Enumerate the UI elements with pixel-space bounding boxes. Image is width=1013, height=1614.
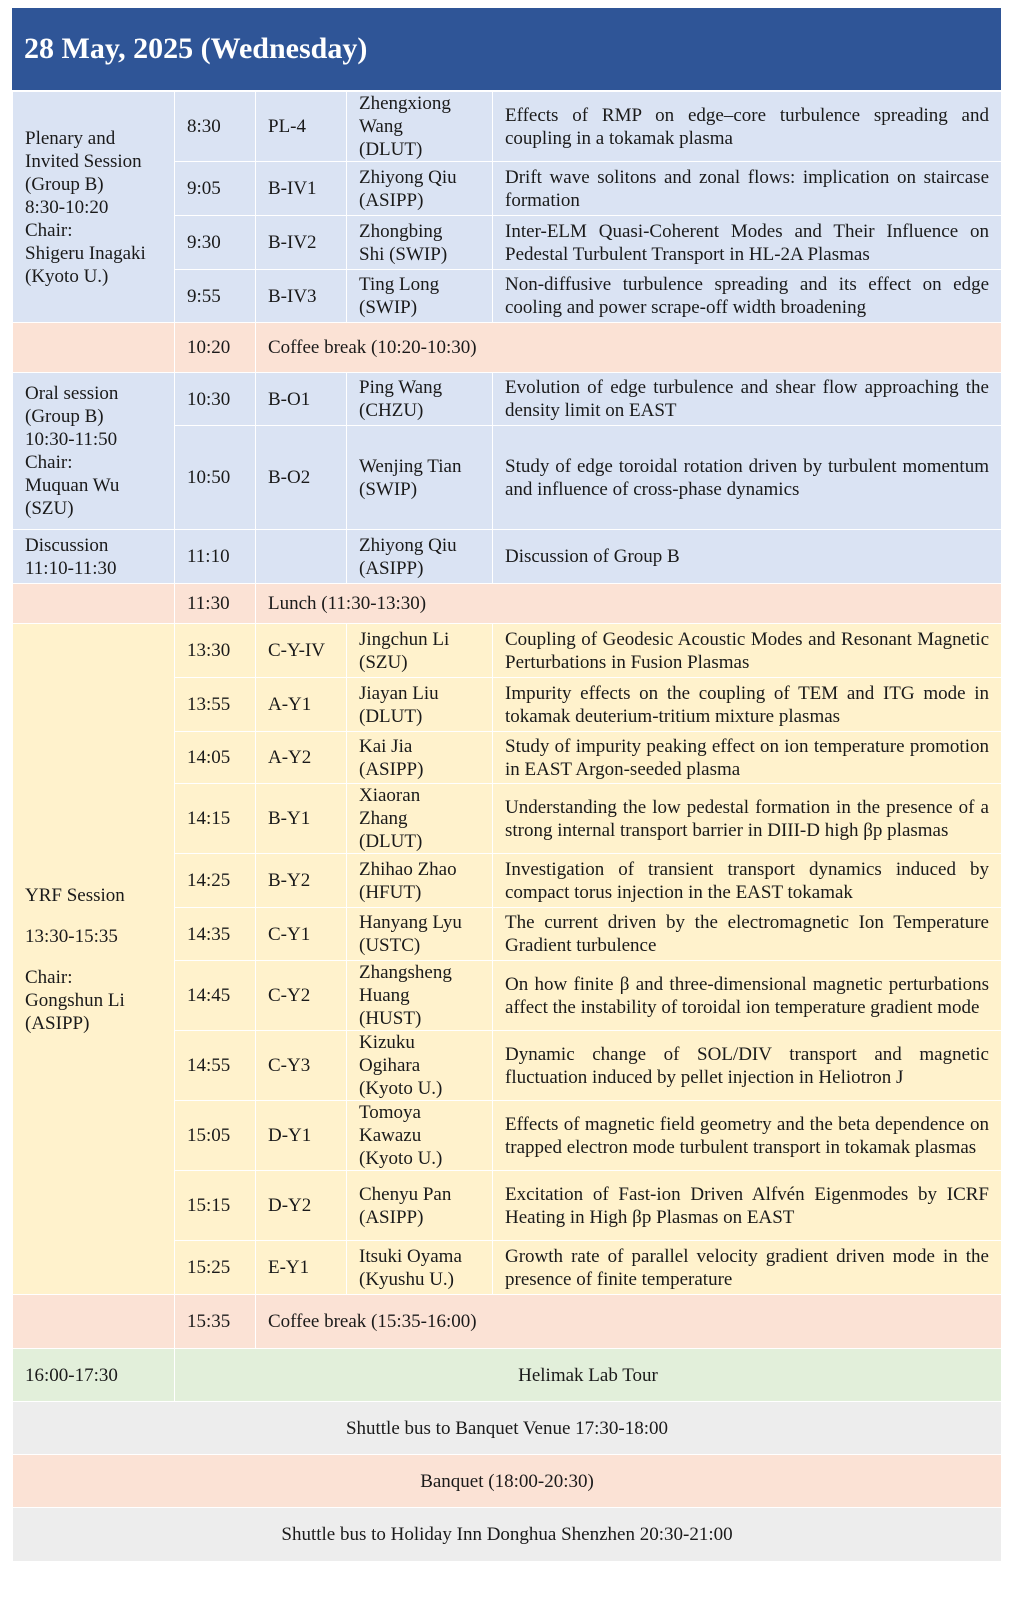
talk-time	[175, 1241, 256, 1295]
talk-title-text: Coupling of Geodesic Acoustic Modes and Resonant Magnetic Perturbations in Fusion Plasmas	[505, 628, 989, 673]
plenary-session-info-line: Chair:	[25, 219, 73, 241]
talk-speaker	[347, 373, 493, 426]
shuttle-hotel-row	[13, 1508, 1002, 1562]
talk-speaker-line: Ping Wang	[359, 377, 443, 398]
talk-time	[175, 854, 256, 908]
break-time	[175, 584, 256, 624]
plenary-session-info-line: (Group B)	[25, 173, 104, 195]
talk-speaker-line: Shi (SWIP)	[359, 243, 448, 265]
talk-title	[493, 961, 1002, 1031]
oral-session-info-line: (Group B)	[25, 406, 104, 427]
talk-speaker-line: Zhihao Zhao	[359, 858, 457, 880]
talk-title-text: Non-diffusive turbulence spreading and its effect on edge cooling and power scrape-off width broadening	[505, 274, 989, 318]
shuttle-banquet-row-label	[13, 1402, 1002, 1455]
talk-code	[256, 92, 347, 162]
talk-time	[175, 270, 256, 323]
plenary-session-info-line: Shigeru Inagaki	[25, 242, 146, 264]
talk-title-text: Excitation of Fast-ion Driven Alfvén Eigenmodes by ICRF Heating in High βp Plasmas on EAST	[505, 1183, 989, 1228]
oral-session-info-line: Oral session	[25, 383, 119, 404]
plenary-session-info	[13, 92, 175, 323]
talk-code	[256, 1241, 347, 1295]
tour-row	[13, 1349, 1002, 1402]
talk-time	[175, 678, 256, 732]
talk-title	[493, 270, 1002, 323]
talk-title-text: Understanding the low pedestal formation in the presence of a strong internal transport barrier in DIII-D high βp plasmas	[505, 796, 989, 841]
talk-code-text: B-IV1	[268, 178, 317, 199]
talk-code-text: B-O1	[268, 388, 311, 410]
oral-session-info	[13, 373, 175, 530]
talk-code-text: C-Y2	[268, 985, 311, 1006]
break-label-text: Coffee break (10:20-10:30)	[268, 337, 477, 358]
talk-time-text: 13:55	[187, 694, 231, 715]
talk-title	[493, 784, 1002, 854]
break-label	[256, 323, 1002, 373]
talk-speaker-line: (DLUT)	[359, 705, 423, 727]
talk-time-text: 14:35	[187, 923, 231, 945]
talk-speaker-line: (DLUT)	[359, 139, 423, 160]
talk-title-text: Discussion of Group B	[505, 546, 680, 567]
talk-row	[13, 530, 1002, 584]
break-time-text: 10:20	[187, 337, 231, 358]
yrf-chair-name: Gongshun Li	[25, 989, 125, 1011]
day-header	[12, 8, 1001, 91]
talk-row	[13, 624, 1002, 678]
talk-title	[493, 732, 1002, 784]
talk-speaker-line: Wenjing Tian	[359, 455, 462, 477]
talk-code-text: B-IV3	[268, 285, 317, 307]
talk-title-text: Dynamic change of SOL/DIV transport and magnetic fluctuation induced by pellet injection in Heliotron J	[505, 1043, 989, 1088]
talk-time	[175, 530, 256, 584]
spacer	[25, 907, 162, 925]
talk-speaker	[347, 1101, 493, 1171]
talk-speaker-line: Jiayan Liu	[359, 682, 439, 704]
talk-title	[493, 426, 1002, 530]
talk-time-text: 10:30	[187, 388, 231, 410]
talk-time	[175, 92, 256, 162]
banquet-row	[13, 1455, 1002, 1508]
break-label	[256, 1295, 1002, 1349]
oral-session-info-line: Chair:	[25, 452, 73, 473]
talk-code-text: A-Y2	[268, 747, 312, 768]
talk-time	[175, 1171, 256, 1241]
talk-title-text: Inter-ELM Quasi-Coherent Modes and Their Influence on Pedestal Turbulent Transport in HL-2A Plasmas	[505, 220, 989, 265]
talk-time-text: 14:05	[187, 747, 231, 768]
talk-title-text: Drift wave solitons and zonal flows: implication on staircase formation	[505, 166, 989, 211]
talk-speaker-line: Kai Jia	[359, 735, 413, 757]
talk-speaker-line: Ogihara	[359, 1055, 421, 1076]
talk-time	[175, 784, 256, 854]
break-label-text: Coffee break (15:35-16:00)	[268, 1311, 477, 1332]
talk-speaker-line: Zhongbing	[359, 220, 443, 242]
oral-session-info-line: (SZU)	[25, 498, 74, 519]
talk-code	[256, 1031, 347, 1101]
talk-code	[256, 270, 347, 323]
talk-code	[256, 784, 347, 854]
break-label	[256, 584, 1002, 624]
discussion-session-info-line: Discussion	[25, 534, 109, 556]
talk-speaker	[347, 270, 493, 323]
talk-speaker-line: (DLUT)	[359, 831, 423, 852]
talk-code	[256, 624, 347, 678]
talk-speaker-line: Zhengxiong	[359, 93, 451, 114]
talk-code-text: B-IV2	[268, 232, 317, 253]
talk-title-text: Growth rate of parallel velocity gradient driven mode in the presence of finite temperature	[505, 1245, 989, 1290]
oral-session-info-line: Muquan Wu	[25, 475, 120, 496]
tour-label-text: Helimak Lab Tour	[518, 1364, 658, 1386]
break-row	[13, 323, 1002, 373]
talk-time-text: 8:30	[187, 116, 221, 137]
shuttle-banquet-row-text: Shuttle bus to Banquet Venue 17:30-18:00	[345, 1417, 669, 1439]
talk-time-text: 11:10	[187, 546, 230, 567]
talk-speaker	[347, 678, 493, 732]
schedule-table	[12, 91, 1002, 1562]
break-time	[175, 323, 256, 373]
talk-code-text: D-Y1	[268, 1125, 312, 1146]
talk-time	[175, 1031, 256, 1101]
talk-title-text: Investigation of transient transport dynamics induced by compact torus injection in the EAST tokamak	[505, 858, 989, 903]
talk-row	[13, 373, 1002, 426]
yrf-session-title: YRF Session	[25, 884, 125, 906]
break-row	[13, 584, 1002, 624]
talk-speaker	[347, 624, 493, 678]
talk-code	[256, 216, 347, 270]
talk-title-text: Study of impurity peaking effect on ion temperature promotion in EAST Argon-seeded plasma	[505, 735, 989, 780]
talk-time	[175, 216, 256, 270]
talk-code	[256, 1101, 347, 1171]
talk-speaker-line: Jingchun Li	[359, 628, 450, 650]
talk-title	[493, 162, 1002, 216]
talk-speaker-line: Xiaoran	[359, 785, 421, 806]
talk-speaker-line: Ting Long	[359, 274, 440, 295]
talk-time	[175, 908, 256, 961]
talk-speaker-line: Hanyang Lyu	[359, 912, 462, 933]
talk-code	[256, 530, 347, 584]
talk-title-text: Effects of RMP on edge–core turbulence spreading and coupling in a tokamak plasma	[505, 104, 989, 149]
talk-speaker-line: Zhiyong Qiu	[359, 166, 457, 188]
talk-code	[256, 162, 347, 216]
talk-title-text: Effects of magnetic field geometry and the beta dependence on trapped electron mode turbulent transport in tokamak plasmas	[505, 1113, 989, 1158]
talk-speaker-line: Kizuku	[359, 1032, 415, 1053]
talk-code-text: C-Y1	[268, 923, 311, 945]
talk-title	[493, 854, 1002, 908]
break-empty	[13, 1295, 175, 1349]
talk-speaker-line: (Kyoto U.)	[359, 1078, 443, 1099]
talk-title	[493, 1101, 1002, 1171]
talk-time	[175, 732, 256, 784]
talk-time	[175, 162, 256, 216]
plenary-session-info-line: (Kyoto U.)	[25, 265, 109, 287]
talk-code	[256, 373, 347, 426]
talk-time	[175, 373, 256, 426]
oral-session-info-line: 10:30-11:50	[25, 429, 118, 450]
talk-title	[493, 92, 1002, 162]
yrf-chair-inst: (ASIPP)	[25, 1012, 90, 1034]
banquet-row-label	[13, 1455, 1002, 1508]
talk-code	[256, 732, 347, 784]
yrf-chair-label: Chair:	[25, 966, 73, 988]
talk-speaker-line: (CHZU)	[359, 400, 424, 421]
talk-speaker-line: (Kyushu U.)	[359, 1268, 454, 1290]
shuttle-banquet-row	[13, 1402, 1002, 1455]
shuttle-hotel-row-label	[13, 1508, 1002, 1562]
break-label-text: Lunch (11:30-13:30)	[268, 593, 427, 614]
spacer	[25, 948, 162, 966]
talk-time-text: 9:05	[187, 178, 221, 199]
discussion-session-info	[13, 530, 175, 584]
talk-speaker-line: (SWIP)	[359, 478, 418, 500]
talk-time-text: 15:25	[187, 1257, 231, 1278]
talk-time-text: 14:45	[187, 985, 231, 1006]
schedule	[12, 8, 1001, 1562]
talk-speaker	[347, 1031, 493, 1101]
talk-title-text: The current driven by the electromagnetic Ion Temperature Gradient turbulence	[505, 912, 989, 956]
talk-speaker	[347, 1241, 493, 1295]
talk-code-text: B-O2	[268, 467, 311, 488]
talk-speaker-line: Wang	[359, 116, 403, 137]
yrf-session-time: 13:30-15:35	[25, 925, 118, 947]
talk-speaker-line: (Kyoto U.)	[359, 1148, 443, 1169]
talk-speaker	[347, 426, 493, 530]
talk-time	[175, 1101, 256, 1171]
talk-speaker	[347, 732, 493, 784]
tour-label	[175, 1349, 1002, 1402]
talk-speaker-line: Chenyu Pan	[359, 1183, 452, 1205]
talk-speaker	[347, 216, 493, 270]
day-title: 28 May, 2025 (Wednesday)	[24, 32, 368, 65]
talk-code-text: C-Y3	[268, 1055, 311, 1076]
talk-speaker-line: (HFUT)	[359, 881, 422, 903]
talk-title	[493, 1241, 1002, 1295]
talk-speaker-line: (ASIPP)	[359, 758, 424, 780]
talk-title	[493, 678, 1002, 732]
tour-time-text: 16:00-17:30	[25, 1364, 118, 1386]
talk-row	[13, 92, 1002, 162]
talk-speaker-line: Huang	[359, 985, 410, 1006]
talk-code-text: B-Y2	[268, 870, 311, 891]
talk-time-text: 15:05	[187, 1125, 231, 1146]
talk-code	[256, 426, 347, 530]
discussion-session-info-line: 11:10-11:30	[25, 557, 117, 579]
talk-time-text: 9:30	[187, 232, 221, 253]
break-time-text: 11:30	[187, 593, 230, 614]
talk-time-text: 15:15	[187, 1195, 231, 1216]
talk-speaker-line: Zhang	[359, 808, 408, 829]
talk-title	[493, 908, 1002, 961]
yrf-session-info	[13, 624, 175, 1295]
talk-speaker	[347, 854, 493, 908]
talk-title	[493, 216, 1002, 270]
talk-time-text: 13:30	[187, 640, 231, 661]
talk-title-text: On how finite β and three-dimensional magnetic perturbations affect the instability of toroidal ion temperature gradient mode	[505, 973, 989, 1018]
talk-speaker-line: Kawazu	[359, 1125, 422, 1146]
banquet-row-text: Banquet (18:00-20:30)	[420, 1470, 594, 1492]
talk-speaker	[347, 162, 493, 216]
talk-title-text: Study of edge toroidal rotation driven by turbulent momentum and influence of cross-phase dynamics	[505, 455, 989, 500]
talk-code	[256, 961, 347, 1031]
plenary-session-info-line: 8:30-10:20	[25, 196, 109, 218]
talk-code	[256, 854, 347, 908]
talk-time-text: 14:15	[187, 808, 231, 829]
talk-title	[493, 1031, 1002, 1101]
break-empty	[13, 323, 175, 373]
talk-time-text: 9:55	[187, 285, 221, 307]
talk-speaker-line: (SZU)	[359, 651, 408, 673]
talk-code-text: E-Y1	[268, 1257, 310, 1278]
talk-speaker-line: (ASIPP)	[359, 557, 424, 579]
talk-code-text: D-Y2	[268, 1195, 312, 1216]
talk-title	[493, 373, 1002, 426]
break-empty	[13, 584, 175, 624]
talk-title	[493, 624, 1002, 678]
talk-speaker	[347, 530, 493, 584]
talk-time-text: 14:25	[187, 870, 231, 891]
talk-speaker-line: Tomoya	[359, 1102, 421, 1123]
talk-code-text: A-Y1	[268, 694, 312, 715]
break-row	[13, 1295, 1002, 1349]
talk-speaker-line: Zhangsheng	[359, 962, 452, 983]
talk-speaker	[347, 961, 493, 1031]
talk-speaker	[347, 1171, 493, 1241]
talk-speaker-line: (ASIPP)	[359, 1206, 424, 1228]
talk-speaker-line: (ASIPP)	[359, 189, 424, 211]
talk-code-text: C-Y-IV	[268, 640, 325, 661]
talk-speaker	[347, 784, 493, 854]
talk-title-text: Evolution of edge turbulence and shear flow approaching the density limit on EAST	[505, 377, 989, 421]
break-time-text: 15:35	[187, 1311, 231, 1332]
plenary-session-info-line: Invited Session	[25, 150, 142, 172]
talk-code	[256, 678, 347, 732]
talk-time-text: 10:50	[187, 467, 231, 488]
talk-speaker	[347, 908, 493, 961]
talk-time	[175, 961, 256, 1031]
talk-code	[256, 1171, 347, 1241]
shuttle-hotel-row-text: Shuttle bus to Holiday Inn Donghua Shenzhen 20:30-21:00	[281, 1524, 733, 1545]
talk-time	[175, 624, 256, 678]
talk-time	[175, 426, 256, 530]
talk-time-text: 14:55	[187, 1055, 231, 1076]
talk-title	[493, 1171, 1002, 1241]
talk-speaker-line: (SWIP)	[359, 297, 418, 318]
plenary-session-info-line: Plenary and	[25, 127, 116, 149]
talk-speaker-line: (USTC)	[359, 935, 421, 956]
talk-code-text: B-Y1	[268, 808, 311, 829]
talk-speaker-line: Zhiyong Qiu	[359, 534, 457, 556]
talk-code-text: PL-4	[268, 116, 306, 137]
talk-speaker	[347, 92, 493, 162]
talk-code	[256, 908, 347, 961]
talk-title	[493, 530, 1002, 584]
tour-time	[13, 1349, 175, 1402]
talk-speaker-line: (HUST)	[359, 1008, 422, 1029]
break-time	[175, 1295, 256, 1349]
talk-speaker-line: Itsuki Oyama	[359, 1245, 462, 1267]
talk-title-text: Impurity effects on the coupling of TEM and ITG mode in tokamak deuterium-tritium mixture plasmas	[505, 682, 989, 727]
